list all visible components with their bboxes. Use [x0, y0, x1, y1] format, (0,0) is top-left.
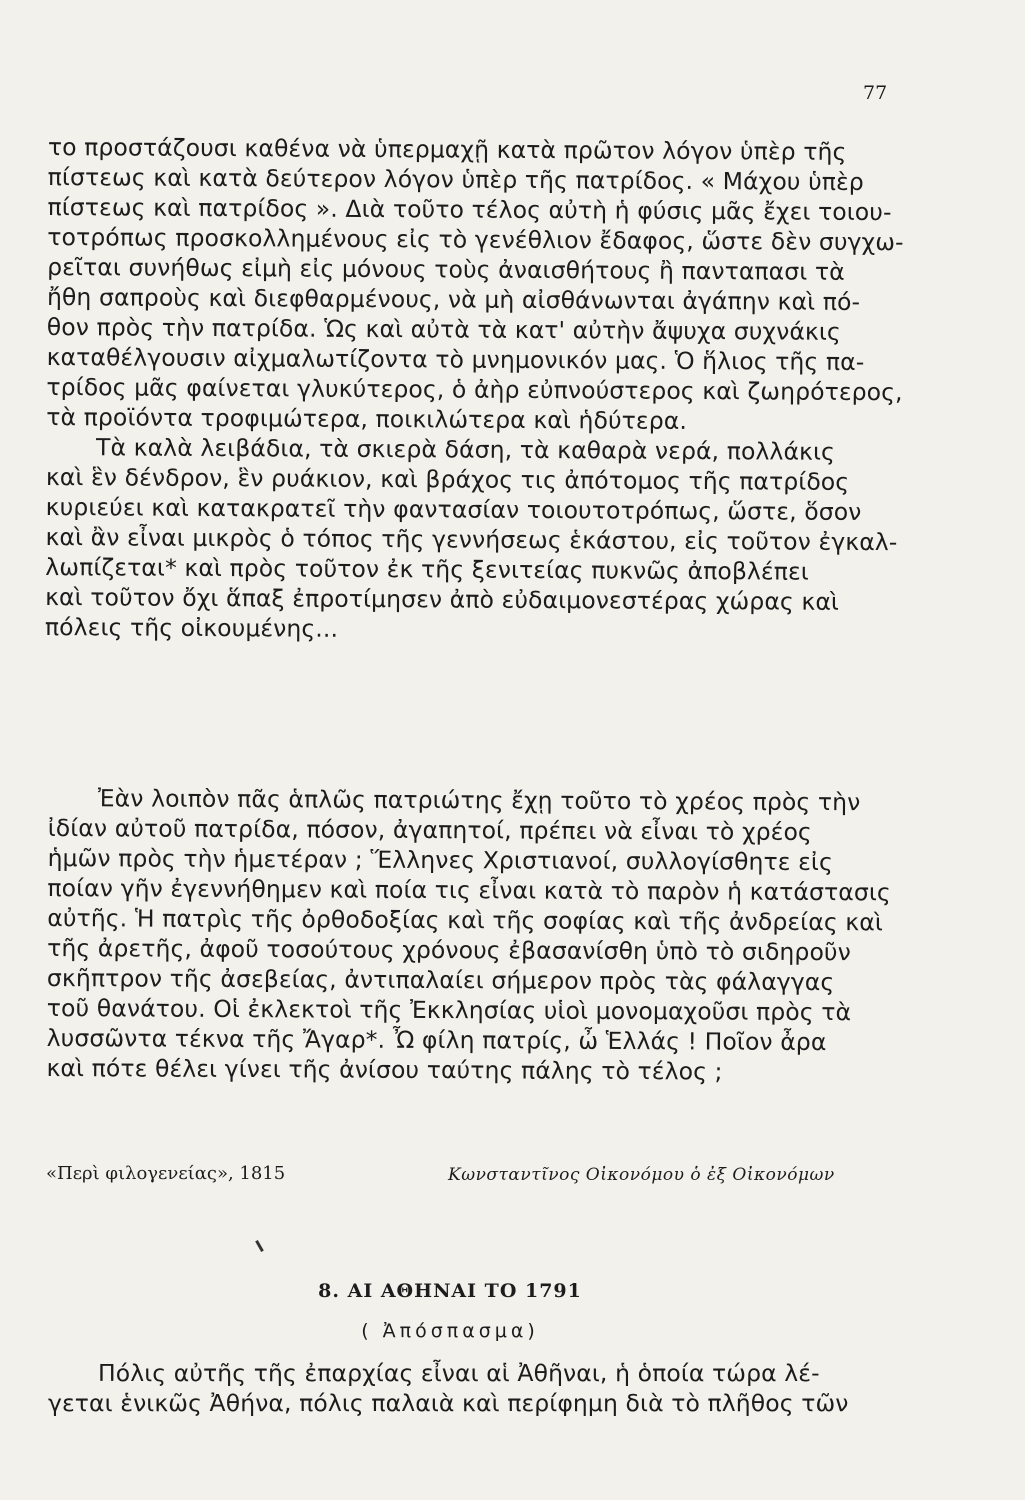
text-line: τρίδος μᾶς φαίνεται γλυκύτερος, ὁ ἀὴρ εὐπνούστερος καὶ ζωηρότερος, — [46, 372, 903, 407]
text-line: λωπίζεται* καὶ πρὸς τοῦτον ἐκ τῆς ξενιτείας πυκνῶς ἀποβλέπει — [45, 552, 809, 586]
text-line: ἰδίαν αὐτοῦ πατρίδα, πόσον, ἀγαπητοί, πρέπει νὰ εἶναι τὸ χρέος — [47, 813, 812, 847]
text-line: ἡμῶν πρὸς τὴν ἡμετέραν ; Ἕλληνες Χριστιανοί, συλλογίσθητε εἰς — [47, 843, 833, 877]
text-line: τοῦ θανάτου. Οἱ ἐκλεκτοὶ τῆς Ἐκκλησίας υἱοὶ μονομαχοῦσι πρὸς τὰ — [46, 993, 852, 1027]
text-line: Ἐὰν λοιπὸν πᾶς ἁπλῶς πατριώτης ἔχῃ τοῦτο τὸ χρέος πρὸς τὴν — [97, 784, 861, 817]
citation-source: «Περὶ φιλογενείας», 1815 — [46, 1163, 286, 1184]
section-subtitle: ( Ἀπόσπασμα) — [361, 1320, 539, 1342]
section-title: 8. ΑΙ ΑΘΗΝΑΙ ΤΟ 1791 — [318, 1280, 582, 1302]
text-line: κυριεύει καὶ κατακρατεῖ τὴν φαντασίαν τοιουτοτρόπως, ὥστε, ὅσον — [45, 492, 862, 526]
text-line: σκῆπτρον τῆς ἀσεβείας, ἀντιπαλαίει σήμερον πρὸς τὰς φάλαγγας — [46, 963, 835, 997]
text-line: Τὰ καλὰ λειβάδια, τὰ σκιερὰ δάση, τὰ καθαρὰ νερά, πολλάκις — [95, 433, 836, 466]
citation-author: Κωνσταντῖνος Οἰκονόμου ὁ ἐξ Οἰκονόμων — [448, 1165, 835, 1185]
text-line: καταθέλγουσιν αἰχμαλωτίζοντα τὸ μνημονικόν μας. Ὁ ἥλιος τῆς πα- — [46, 342, 865, 376]
text-line: καὶ ἓν δένδρον, ἓν ρυάκιον, καὶ βράχος τις ἀπότομος τῆς πατρίδος — [45, 462, 850, 496]
text-line: καὶ ἂν εἶναι μικρὸς ὁ τόπος τῆς γεννήσεως ἑκάστου, εἰς τοῦτον ἐγκαλ- — [45, 522, 898, 557]
text-line: πίστεως καὶ πατρίδος ». Διὰ τοῦτο τέλος αὐτὴ ἡ φύσις μᾶς ἔχει τοιου- — [47, 192, 892, 227]
text-line: ποίαν γῆν ἐγεννήθημεν καὶ ποία τις εἶναι κατὰ τὸ παρὸν ἡ κατάστασις — [47, 873, 891, 907]
text-line: γεται ἑνικῶς Ἀθήνα, πόλις παλαιὰ καὶ περίφημη διὰ τὸ πλῆθος τῶν — [48, 1389, 849, 1417]
text-line: πόλεις τῆς οἰκουμένης... — [44, 612, 339, 643]
text-line: το προστάζουσι καθένα νὰ ὑπερμαχῇ κατὰ πρῶτον λόγον ὑπὲρ τῆς — [47, 132, 847, 166]
text-line: θον πρὸς τὴν πατρίδα. Ὡς καὶ αὐτὰ τὰ κατ' αὐτὴν ἄψυχα συχνάκις — [46, 312, 841, 346]
text-line: τῆς ἀρετῆς, ἀφοῦ τοσούτους χρόνους ἐβασανίσθη ὑπὸ τὸ σιδηροῦν — [47, 933, 851, 967]
text-line: λυσσῶντα τέκνα τῆς Ἄγαρ*. Ὦ φίλη πατρίς, ὦ Ἑλλάς ! Ποῖον ἆρα — [46, 1023, 827, 1057]
text-line: καὶ τοῦτον ὄχι ἅπαξ ἐπροτίμησεν ἀπὸ εὐδαιμονεστέρας χώρας καὶ — [45, 582, 840, 616]
text-line: καὶ πότε θέλει γίνει τῆς ἀνίσου ταύτης πάλης τὸ τέλος ; — [46, 1053, 723, 1086]
text-line: τὰ προϊόντα τροφιμώτερα, ποικιλώτερα καὶ ἡδύτερα. — [46, 402, 688, 435]
text-line: αὐτῆς. Ἡ πατρὶς τῆς ὀρθοδοξίας καὶ τῆς σοφίας καὶ τῆς ἀνδρείας καὶ — [47, 903, 883, 937]
text-line: Πόλις αὐτῆς τῆς ἐπαρχίας εἶναι αἱ Ἀθῆναι, ἡ ὁποία τώρα λέ- — [98, 1359, 820, 1387]
text-line: τοτρόπως προσκολλημένους εἰς τὸ γενέθλιον ἔδαφος, ὥστε δὲν συγχω- — [47, 222, 904, 257]
page-number: 77 — [863, 82, 888, 104]
passage-paragraph-4 — [48, 1358, 908, 1418]
ink-mark — [255, 1240, 264, 1252]
text-line: ρεῖται συνήθως εἰμὴ εἰς μόνους τοὺς ἀναισθήτους ἢ πανταπασι τὰ — [47, 252, 845, 286]
passage-paragraph-1 — [45, 132, 908, 647]
text-line: πίστεως καὶ κατὰ δεύτερον λόγον ὑπὲρ τῆς πατρίδος. « Μάχου ὑπὲρ — [47, 162, 864, 196]
passage-paragraph-3 — [46, 783, 908, 1087]
text-line: ἤθη σαπροὺς καὶ διεφθαρμένους, νὰ μὴ αἰσθάνωνται ἀγάπην καὶ πό- — [46, 282, 861, 316]
